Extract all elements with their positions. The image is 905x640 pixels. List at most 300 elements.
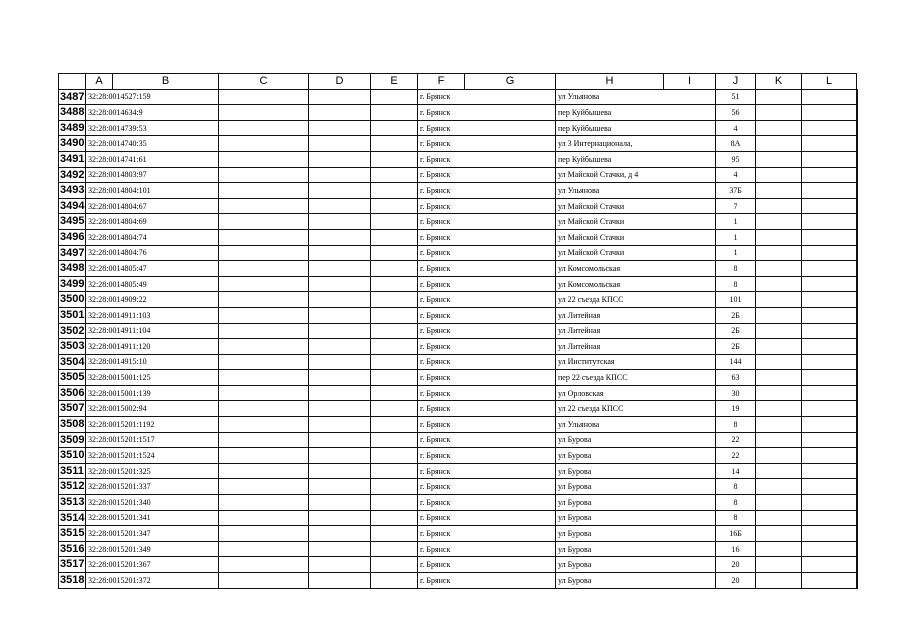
row-number-cell	[59, 339, 86, 355]
cell-d	[309, 198, 371, 214]
cell-c	[219, 573, 309, 589]
cell-e	[371, 354, 418, 370]
cell-j	[756, 120, 802, 136]
cell-c	[219, 510, 309, 526]
city: г. Брянск	[418, 120, 556, 136]
cell-k	[802, 151, 857, 167]
cell-k	[802, 541, 857, 557]
cell-k	[802, 495, 857, 511]
cell-e	[371, 401, 418, 417]
cell-j	[756, 385, 802, 401]
cell-e	[371, 292, 418, 308]
cadastral-number: 32:28:0014804:69	[86, 214, 219, 230]
house-number: 95	[716, 151, 756, 167]
cell-d	[309, 463, 371, 479]
cell-j	[756, 198, 802, 214]
cell-k	[802, 526, 857, 542]
cell-j	[756, 526, 802, 542]
house-number: 1	[716, 229, 756, 245]
table-row	[59, 214, 858, 230]
city: г. Брянск	[418, 292, 556, 308]
row-number-cell	[59, 417, 86, 433]
city: г. Брянск	[418, 432, 556, 448]
column-header: G	[465, 74, 556, 90]
cell-k	[802, 183, 857, 199]
city: г. Брянск	[418, 541, 556, 557]
row-number-cell	[59, 510, 86, 526]
cell-e	[371, 541, 418, 557]
cell-l	[857, 432, 858, 448]
street: ул Майской Стачки	[556, 214, 716, 230]
street: ул Литейная	[556, 339, 716, 355]
row-number: 3494	[60, 199, 85, 212]
row-number: 3513	[60, 496, 85, 509]
column-header: F	[418, 74, 465, 90]
row-number-cell	[59, 261, 86, 277]
cell-k	[802, 105, 857, 121]
cadastral-number: 32:28:0015201:1192	[86, 417, 219, 433]
cell-j	[756, 479, 802, 495]
cell-d	[309, 167, 371, 183]
table-row	[59, 339, 858, 355]
house-number: 51	[716, 89, 756, 105]
table-row	[59, 276, 858, 292]
cell-j	[756, 417, 802, 433]
cell-d	[309, 120, 371, 136]
cell-d	[309, 214, 371, 230]
cell-l	[857, 307, 858, 323]
cell-d	[309, 417, 371, 433]
column-header: E	[371, 74, 418, 90]
street: ул Бурова	[556, 510, 716, 526]
cell-e	[371, 573, 418, 589]
table-row	[59, 229, 858, 245]
cadastral-number: 32:28:0015201:341	[86, 510, 219, 526]
cell-k	[802, 245, 857, 261]
cell-c	[219, 105, 309, 121]
table-row	[59, 198, 858, 214]
table-row	[59, 261, 858, 277]
house-number: 2Б	[716, 323, 756, 339]
cell-j	[756, 323, 802, 339]
cell-e	[371, 167, 418, 183]
street: ул 22 съезда КПСС	[556, 401, 716, 417]
street: ул Бурова	[556, 495, 716, 511]
cell-k	[802, 557, 857, 573]
cell-e	[371, 417, 418, 433]
cell-k	[802, 339, 857, 355]
row-number-cell	[59, 245, 86, 261]
city: г. Брянск	[418, 105, 556, 121]
cell-d	[309, 526, 371, 542]
cell-l	[857, 323, 858, 339]
row-number: 3499	[60, 277, 85, 290]
city: г. Брянск	[418, 448, 556, 464]
cell-c	[219, 307, 309, 323]
house-number: 8А	[716, 136, 756, 152]
cadastral-number: 32:28:0014915:10	[86, 354, 219, 370]
cell-j	[756, 136, 802, 152]
row-number-cell	[59, 198, 86, 214]
cell-c	[219, 229, 309, 245]
cell-d	[309, 105, 371, 121]
city: г. Брянск	[418, 183, 556, 199]
cell-d	[309, 354, 371, 370]
table-row	[59, 105, 858, 121]
cell-k	[802, 463, 857, 479]
column-header: J	[716, 74, 756, 90]
city: г. Брянск	[418, 323, 556, 339]
cell-c	[219, 495, 309, 511]
row-number: 3503	[60, 340, 85, 353]
house-number: 8	[716, 495, 756, 511]
city: г. Брянск	[418, 89, 556, 105]
cell-d	[309, 183, 371, 199]
street: ул 3 Интернационала,	[556, 136, 716, 152]
cell-d	[309, 292, 371, 308]
row-number: 3491	[60, 152, 85, 165]
cell-d	[309, 151, 371, 167]
cell-l	[857, 417, 858, 433]
table-row	[59, 151, 858, 167]
house-number: 4	[716, 167, 756, 183]
row-number-cell	[59, 120, 86, 136]
cadastral-number: 32:28:0014911:103	[86, 307, 219, 323]
street: ул Ульянова	[556, 183, 716, 199]
cell-c	[219, 261, 309, 277]
cell-e	[371, 276, 418, 292]
cell-k	[802, 417, 857, 433]
cell-j	[756, 495, 802, 511]
house-number: 7	[716, 198, 756, 214]
cell-e	[371, 198, 418, 214]
row-number: 3497	[60, 246, 85, 259]
row-number-cell	[59, 183, 86, 199]
house-number: 8	[716, 261, 756, 277]
table-body	[59, 89, 858, 588]
cell-d	[309, 401, 371, 417]
cadastral-number: 32:28:0014741:61	[86, 151, 219, 167]
cadastral-number: 32:28:0015002:94	[86, 401, 219, 417]
table-row	[59, 245, 858, 261]
cell-k	[802, 432, 857, 448]
cadastral-number: 32:28:0014804:74	[86, 229, 219, 245]
row-number: 3498	[60, 262, 85, 275]
cadastral-number: 32:28:0015201:372	[86, 573, 219, 589]
table-row	[59, 292, 858, 308]
cell-j	[756, 510, 802, 526]
row-number-cell	[59, 89, 86, 105]
cell-j	[756, 448, 802, 464]
house-number: 16	[716, 541, 756, 557]
cell-c	[219, 339, 309, 355]
cell-k	[802, 448, 857, 464]
cell-k	[802, 479, 857, 495]
cell-e	[371, 463, 418, 479]
cell-j	[756, 105, 802, 121]
cell-l	[857, 339, 858, 355]
row-number-cell	[59, 292, 86, 308]
table-row	[59, 573, 858, 589]
cell-c	[219, 432, 309, 448]
table-row	[59, 167, 858, 183]
row-number-cell	[59, 354, 86, 370]
cell-c	[219, 417, 309, 433]
cell-k	[802, 370, 857, 386]
city: г. Брянск	[418, 385, 556, 401]
cell-d	[309, 541, 371, 557]
row-number-cell	[59, 229, 86, 245]
cell-k	[802, 276, 857, 292]
house-number: 8	[716, 417, 756, 433]
cell-c	[219, 214, 309, 230]
cell-e	[371, 183, 418, 199]
cell-e	[371, 229, 418, 245]
cell-c	[219, 354, 309, 370]
street: ул 22 съезда КПСС	[556, 292, 716, 308]
cell-j	[756, 245, 802, 261]
street: ул Бурова	[556, 479, 716, 495]
cell-k	[802, 401, 857, 417]
cell-e	[371, 89, 418, 105]
cadastral-number: 32:28:0014739:53	[86, 120, 219, 136]
cell-d	[309, 245, 371, 261]
cell-j	[756, 557, 802, 573]
row-number: 3518	[60, 574, 85, 586]
cell-l	[857, 370, 858, 386]
cell-c	[219, 385, 309, 401]
house-number: 22	[716, 448, 756, 464]
cell-j	[756, 339, 802, 355]
city: г. Брянск	[418, 261, 556, 277]
cell-e	[371, 105, 418, 121]
cell-k	[802, 120, 857, 136]
cell-d	[309, 385, 371, 401]
row-number-cell	[59, 463, 86, 479]
street: пер Куйбышева	[556, 120, 716, 136]
street: ул Майской Стачки	[556, 198, 716, 214]
cadastral-number: 32:28:0014805:49	[86, 276, 219, 292]
table-row	[59, 432, 858, 448]
cadastral-number: 32:28:0014634:9	[86, 105, 219, 121]
cell-d	[309, 261, 371, 277]
cell-c	[219, 526, 309, 542]
house-number: 8	[716, 510, 756, 526]
table-row	[59, 89, 858, 105]
cell-c	[219, 448, 309, 464]
cadastral-number: 32:28:0014803:97	[86, 167, 219, 183]
row-number-cell	[59, 136, 86, 152]
cadastral-number: 32:28:0015201:340	[86, 495, 219, 511]
cell-l	[857, 401, 858, 417]
cell-k	[802, 323, 857, 339]
house-number: 19	[716, 401, 756, 417]
row-number-cell	[59, 307, 86, 323]
cell-l	[857, 573, 858, 589]
cell-e	[371, 261, 418, 277]
cell-d	[309, 370, 371, 386]
cell-e	[371, 432, 418, 448]
cell-d	[309, 89, 371, 105]
city: г. Брянск	[418, 370, 556, 386]
cell-k	[802, 292, 857, 308]
cell-c	[219, 557, 309, 573]
cell-e	[371, 245, 418, 261]
cell-j	[756, 276, 802, 292]
city: г. Брянск	[418, 245, 556, 261]
table-row	[59, 417, 858, 433]
cell-l	[857, 151, 858, 167]
table-row	[59, 448, 858, 464]
city: г. Брянск	[418, 198, 556, 214]
cadastral-number: 32:28:0014911:120	[86, 339, 219, 355]
cell-e	[371, 307, 418, 323]
city: г. Брянск	[418, 495, 556, 511]
cadastral-number: 32:28:0014804:101	[86, 183, 219, 199]
cell-k	[802, 573, 857, 589]
house-number: 22	[716, 432, 756, 448]
cell-d	[309, 229, 371, 245]
house-number: 8	[716, 276, 756, 292]
cell-j	[756, 292, 802, 308]
city: г. Брянск	[418, 229, 556, 245]
street: пер 22 съезда КПСС	[556, 370, 716, 386]
cell-c	[219, 292, 309, 308]
cell-c	[219, 276, 309, 292]
city: г. Брянск	[418, 401, 556, 417]
table-row	[59, 136, 858, 152]
cell-j	[756, 354, 802, 370]
row-number: 3488	[60, 106, 85, 119]
cadastral-number: 32:28:0015201:325	[86, 463, 219, 479]
house-number: 14	[716, 463, 756, 479]
cadastral-number: 32:28:0014909:22	[86, 292, 219, 308]
street: ул Литейная	[556, 307, 716, 323]
cell-j	[756, 214, 802, 230]
row-number: 3489	[60, 121, 85, 134]
cell-k	[802, 510, 857, 526]
cell-k	[802, 307, 857, 323]
cell-c	[219, 245, 309, 261]
city: г. Брянск	[418, 573, 556, 589]
row-number: 3509	[60, 433, 85, 446]
house-number: 56	[716, 105, 756, 121]
cell-c	[219, 323, 309, 339]
cell-l	[857, 105, 858, 121]
cell-l	[857, 292, 858, 308]
row-number: 3506	[60, 386, 85, 399]
cell-l	[857, 495, 858, 511]
cell-c	[219, 151, 309, 167]
cell-e	[371, 370, 418, 386]
cell-d	[309, 323, 371, 339]
cell-j	[756, 463, 802, 479]
row-number-cell	[59, 541, 86, 557]
cell-l	[857, 276, 858, 292]
row-number-cell	[59, 432, 86, 448]
row-number: 3510	[60, 449, 85, 462]
cell-d	[309, 495, 371, 511]
row-number: 3516	[60, 542, 85, 555]
cell-j	[756, 183, 802, 199]
house-number: 20	[716, 557, 756, 573]
row-number-cell	[59, 557, 86, 573]
row-number-cell	[59, 526, 86, 542]
table-row	[59, 557, 858, 573]
house-number: 16Б	[716, 526, 756, 542]
city: г. Брянск	[418, 276, 556, 292]
row-number: 3505	[60, 371, 85, 384]
house-number: 37Б	[716, 183, 756, 199]
row-number-cell	[59, 105, 86, 121]
row-number: 3514	[60, 511, 85, 524]
cell-e	[371, 151, 418, 167]
table-row	[59, 323, 858, 339]
cell-l	[857, 214, 858, 230]
street: ул Майской Стачки, д 4	[556, 167, 716, 183]
cell-l	[857, 198, 858, 214]
table-row	[59, 385, 858, 401]
cell-e	[371, 214, 418, 230]
cell-e	[371, 557, 418, 573]
column-header-row	[59, 74, 858, 90]
house-number: 4	[716, 120, 756, 136]
cadastral-number: 32:28:0015201:349	[86, 541, 219, 557]
cell-j	[756, 573, 802, 589]
cell-e	[371, 510, 418, 526]
house-number: 1	[716, 245, 756, 261]
street: ул Комсомольская	[556, 276, 716, 292]
cell-j	[756, 541, 802, 557]
table-row	[59, 401, 858, 417]
city: г. Брянск	[418, 510, 556, 526]
street: ул Орловская	[556, 385, 716, 401]
cell-d	[309, 432, 371, 448]
column-header: A	[86, 74, 113, 90]
table-row	[59, 463, 858, 479]
cell-e	[371, 323, 418, 339]
cell-c	[219, 167, 309, 183]
cell-d	[309, 557, 371, 573]
city: г. Брянск	[418, 151, 556, 167]
house-number: 2Б	[716, 339, 756, 355]
street: пер Куйбышева	[556, 151, 716, 167]
cell-j	[756, 370, 802, 386]
cell-l	[857, 89, 858, 105]
cell-c	[219, 136, 309, 152]
cell-e	[371, 495, 418, 511]
cell-l	[857, 229, 858, 245]
table-row	[59, 541, 858, 557]
cell-e	[371, 479, 418, 495]
house-number: 8	[716, 479, 756, 495]
row-number: 3504	[60, 355, 85, 368]
street: ул Майской Стачки	[556, 229, 716, 245]
table-row	[59, 526, 858, 542]
house-number: 2Б	[716, 307, 756, 323]
cell-e	[371, 339, 418, 355]
cell-c	[219, 370, 309, 386]
city: г. Брянск	[418, 417, 556, 433]
street: ул Бурова	[556, 432, 716, 448]
city: г. Брянск	[418, 307, 556, 323]
cadastral-number: 32:28:0015001:139	[86, 385, 219, 401]
row-number-cell	[59, 448, 86, 464]
street: ул Институтская	[556, 354, 716, 370]
cadastral-number: 32:28:0014911:104	[86, 323, 219, 339]
city: г. Брянск	[418, 557, 556, 573]
street: ул Комсомольская	[556, 261, 716, 277]
